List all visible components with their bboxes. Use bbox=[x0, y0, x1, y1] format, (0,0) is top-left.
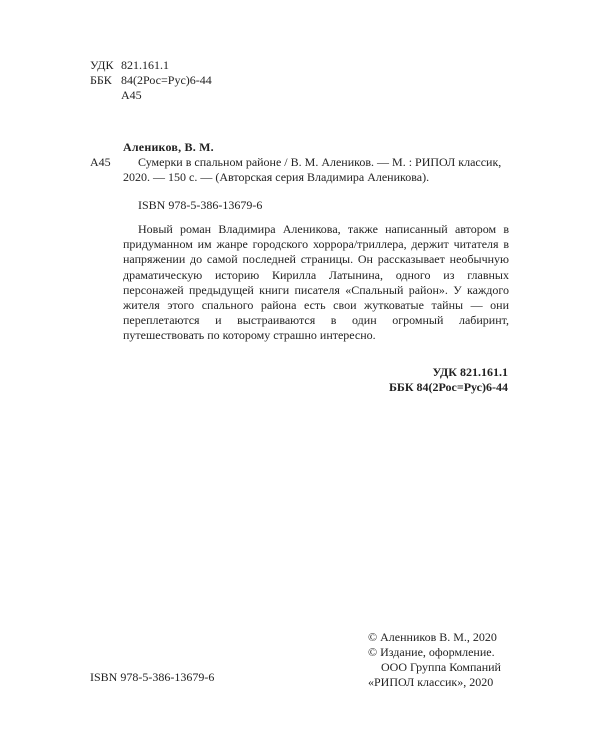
udk-value: 821.161.1 bbox=[121, 58, 169, 72]
publisher-line-2: «РИПОЛ классик», 2020 bbox=[368, 675, 494, 689]
copyright-block bbox=[368, 630, 508, 690]
author-name: Алеников, В. М. bbox=[123, 140, 214, 154]
bibliographic-line-2: 2020. — 150 с. — (Авторская серия Владимира Аленикова). bbox=[123, 170, 430, 184]
publisher-line-1: ООО Группа Компаний bbox=[381, 660, 501, 674]
bibliographic-line-1: Сумерки в спальном районе / В. М. Алеников. — М. : РИПОЛ классик, bbox=[138, 155, 502, 169]
isbn-footer: ISBN 978-5-386-13679-6 bbox=[90, 670, 215, 684]
bbk-right: ББК 84(2Рос=Рус)6-44 bbox=[388, 380, 508, 394]
bbk-value: 84(2Рос=Рус)6-44 bbox=[121, 73, 212, 87]
udk-right: УДК 821.161.1 bbox=[432, 365, 508, 379]
udk-label: УДК bbox=[90, 58, 114, 72]
book-annotation: Новый роман Владимира Аленикова, также написанный автором в придуманном им жанре городского хоррора/триллера, держит читателя в напряжении до самой последней страницы. Он рассказывает необычную драматическую историю Кирилла Латынина, одного из главных персонажей предыдущей книги писателя «Спальный район». У каждого жителя этого спального района есть свои жутковатые тайны — они переплетаются и выстраиваются в один огромный лабиринт, путешествовать по которому страшно интересно. bbox=[123, 222, 509, 343]
copyright-author: © Аленников В. М., 2020 bbox=[368, 630, 497, 644]
author-mark-top: А45 bbox=[121, 88, 142, 102]
author-mark: А45 bbox=[90, 155, 111, 169]
copyright-edition: © Издание, оформление. bbox=[368, 645, 495, 659]
isbn-record: ISBN 978-5-386-13679-6 bbox=[138, 198, 263, 212]
bbk-label: ББК bbox=[90, 73, 112, 87]
